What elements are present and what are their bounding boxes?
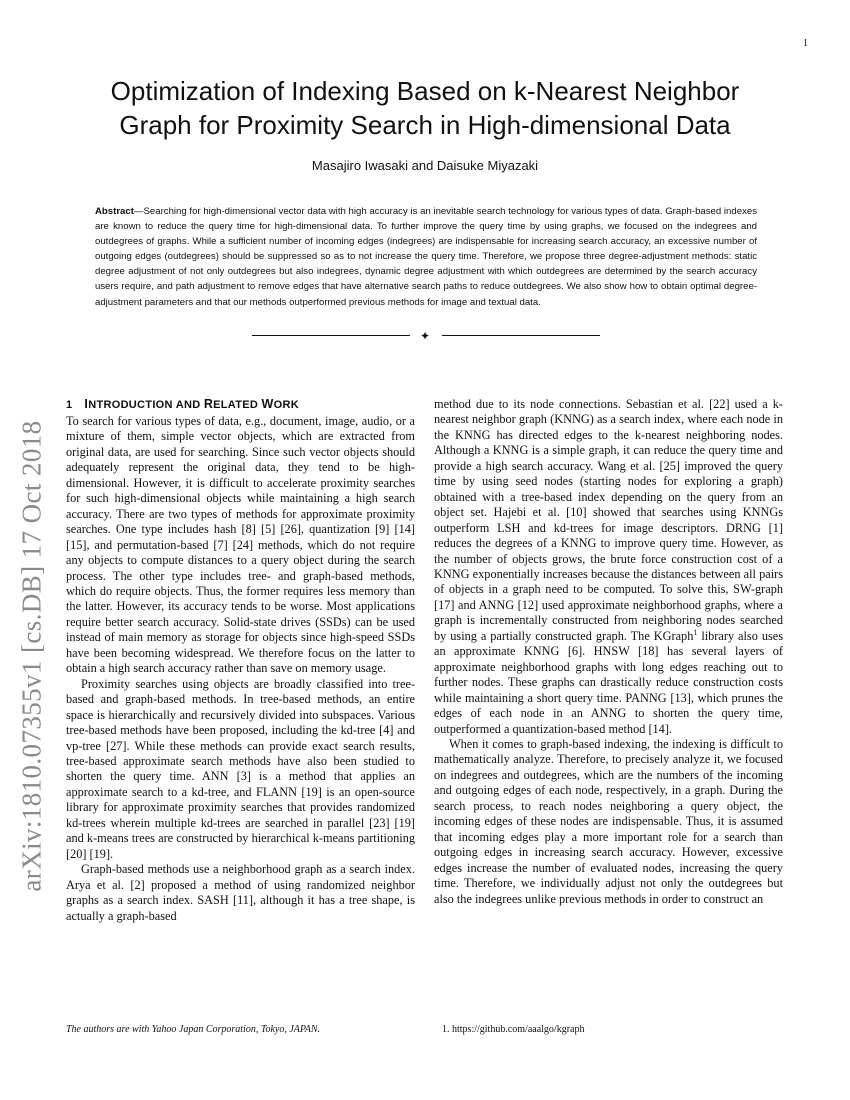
section-heading-part: R — [203, 397, 214, 411]
url-footnote[interactable]: 1. https://github.com/aaalgo/kgraph — [442, 1024, 585, 1035]
separator-rule-left — [252, 335, 410, 336]
abstract — [95, 204, 757, 310]
arxiv-identifier: arXiv:1810.07355v1 [cs.DB] 17 Oct 2018 — [16, 420, 47, 892]
section-heading-part: W — [261, 397, 274, 411]
paper-title-line-2: Graph for Proximity Search in High-dimensional Data — [119, 110, 731, 140]
body-paragraph: Graph-based methods use a neighborhood graph as a search index. Arya et al. [2] proposed a method of using randomized neighbor graphs as a search index. SASH [11], although it has a tree shape, is actually a graph-based — [66, 862, 415, 923]
paragraph-text: method due to its node connections. Sebastian et al. [22] used a k-nearest neighbor graph (KNNG) as a search index, where each node in the KNNG has directed edges to the k-nearest neighboring nodes. Although a KNNG is a simple graph, it can reduce the query time and provide a high search accuracy. Wang et al. [25] improved the query time by using seed nodes (starting nodes for exploring a graph) obtained with a tree-based index depending on the query from an object set. Hajebi et al. [10] showed that searches using KNNGs outperform LSH and kd-trees for image descriptors. DRNG [1] reduces the degrees of a KNNG to improve query time. However, as the number of objects grows, the brute force construction cost of a KNNG exponentially increases because the distances between all pairs of objects in a graph need to be computed. To solve this, SW-graph [17] and ANNG [12] used approximate neighborhood graphs, where a graph is incrementally constructed from neighboring nodes searched by using a partially constructed graph. The KGraph — [434, 397, 783, 643]
body-paragraph: To search for various types of data, e.g., document, image, audio, or a mixture of them, simple vector objects, which are extracted from original data, are used for searching. Since such vector objects should adequately represent the original data, they tend to be high-dimensional. However, it is difficult to accelerate proximity searches for such high-dimensional objects while maintaining a high search accuracy. There are two types of methods for approximate proximity searches. One type includes hash [8] [5] [26], quantization [9] [14] [15], and permutation-based [7] [24] methods, which do not require any objects to compute distances to a query object during the search process. The other type includes tree- and graph-based methods, which do require objects. Thus, the former requires less memory than the latter. However, its accuracy tends to be worse. Most applications require better search accuracy. Solid-state drives (SSDs) can be used instead of main memory as storage for objects since high-speed SSDs have been becoming widespread. We therefore focus on the latter to obtain a high search accuracy rather than save on memory usage. — [66, 414, 415, 676]
section-heading-part: ELATED — [213, 399, 262, 411]
section-heading-part: I — [84, 397, 89, 411]
section-number: 1 — [66, 399, 73, 411]
body-paragraph: Proximity searches using objects are broadly classified into tree-based and graph-based methods. In tree-based methods, an entire space is hierarchically and recursively divided into subspaces. Various tree-based methods have been proposed, including the kd-tree [4] and vp-tree [27]. While these methods can provide exact search results, tree-based approximate search methods have also been studied to shorten the query time. ANN [3] is a method that applies an approximate search to a kd-tree, and FLANN [19] is an open-source library for approximate proximity searches that provides randomized kd-trees wherein multiple kd-trees are searched in parallel [23] [19] and k-means trees are constructed by hierarchical k-means partitioning [20] [19]. — [66, 676, 415, 861]
right-column — [434, 397, 783, 907]
section-heading — [66, 397, 415, 412]
section-heading-part: ORK — [273, 399, 299, 411]
section-separator — [252, 329, 600, 343]
separator-diamond-icon: ✦ — [420, 329, 431, 343]
paper-title — [60, 74, 790, 142]
body-paragraph — [434, 397, 783, 737]
author-list: Masajiro Iwasaki and Daisuke Miyazaki — [311, 158, 539, 173]
affiliation-footnote: The authors are with Yahoo Japan Corporation, Tokyo, JAPAN. — [66, 1024, 321, 1035]
paragraph-text: library also uses an approximate KNNG [6]. HNSW [18] has several layers of approximate neighborhood graphs with long edges reaching out to further nodes. These graphs can drastically reduce construction costs while maintaining a short query time. PANNG [13], which prunes the edges of each node in an ANNG to shorten the query time, outperformed a quantization-based method [14]. — [434, 628, 783, 736]
page-number: 1 — [803, 38, 808, 49]
left-column — [66, 397, 415, 924]
abstract-text: —Searching for high-dimensional vector data with high accuracy is an inevitable search technology for various types of data. Graph-based indexes are known to reduce the query time for high-dimensional data. To further improve the query time by using graphs, we focused on the indegrees and outdegrees of graphs. While a sufficient number of incoming edges (indegrees) are indispensable for increasing search accuracy, an excessive number of outgoing edges (outdegrees) should be suppressed so as to not increase the query time. Therefore, we propose three degree-adjustment methods: static degree adjustment of not only outdegrees but also indegrees, dynamic degree adjustment with which outdegrees are determined by the search accuracy users require, and path adjustment to remove edges that have alternative search paths to reduce outdegrees. We also show how to obtain optimal degree-adjustment parameters and that our methods outperformed previous methods for image and textual data. — [95, 206, 757, 308]
separator-rule-right — [442, 335, 600, 336]
abstract-label: Abstract — [95, 206, 134, 217]
footnote-marker[interactable]: 1 — [693, 627, 698, 637]
section-heading-part: NTRODUCTION AND — [88, 399, 204, 411]
body-paragraph: When it comes to graph-based indexing, the indexing is difficult to mathematically analyze. Therefore, to precisely analyze it, we focused on indegrees and outdegrees, which are the numbers of the incoming and outgoing edges of each node, respectively, in a graph. During the search process, to reach nodes neighboring a query object, the incoming edges of these nodes are indispensable. Thus, it is assumed that incoming edges play a more important role for a search than outgoing edges in increasing search accuracy. However, excessive edges increase the number of evaluated nodes, increasing the query time. Therefore, we individually adjust not only the outdegrees but also the indegrees unlike previous methods in order to construct an — [434, 736, 783, 906]
paper-title-line-1: Optimization of Indexing Based on k-Nearest Neighbor — [110, 76, 740, 106]
